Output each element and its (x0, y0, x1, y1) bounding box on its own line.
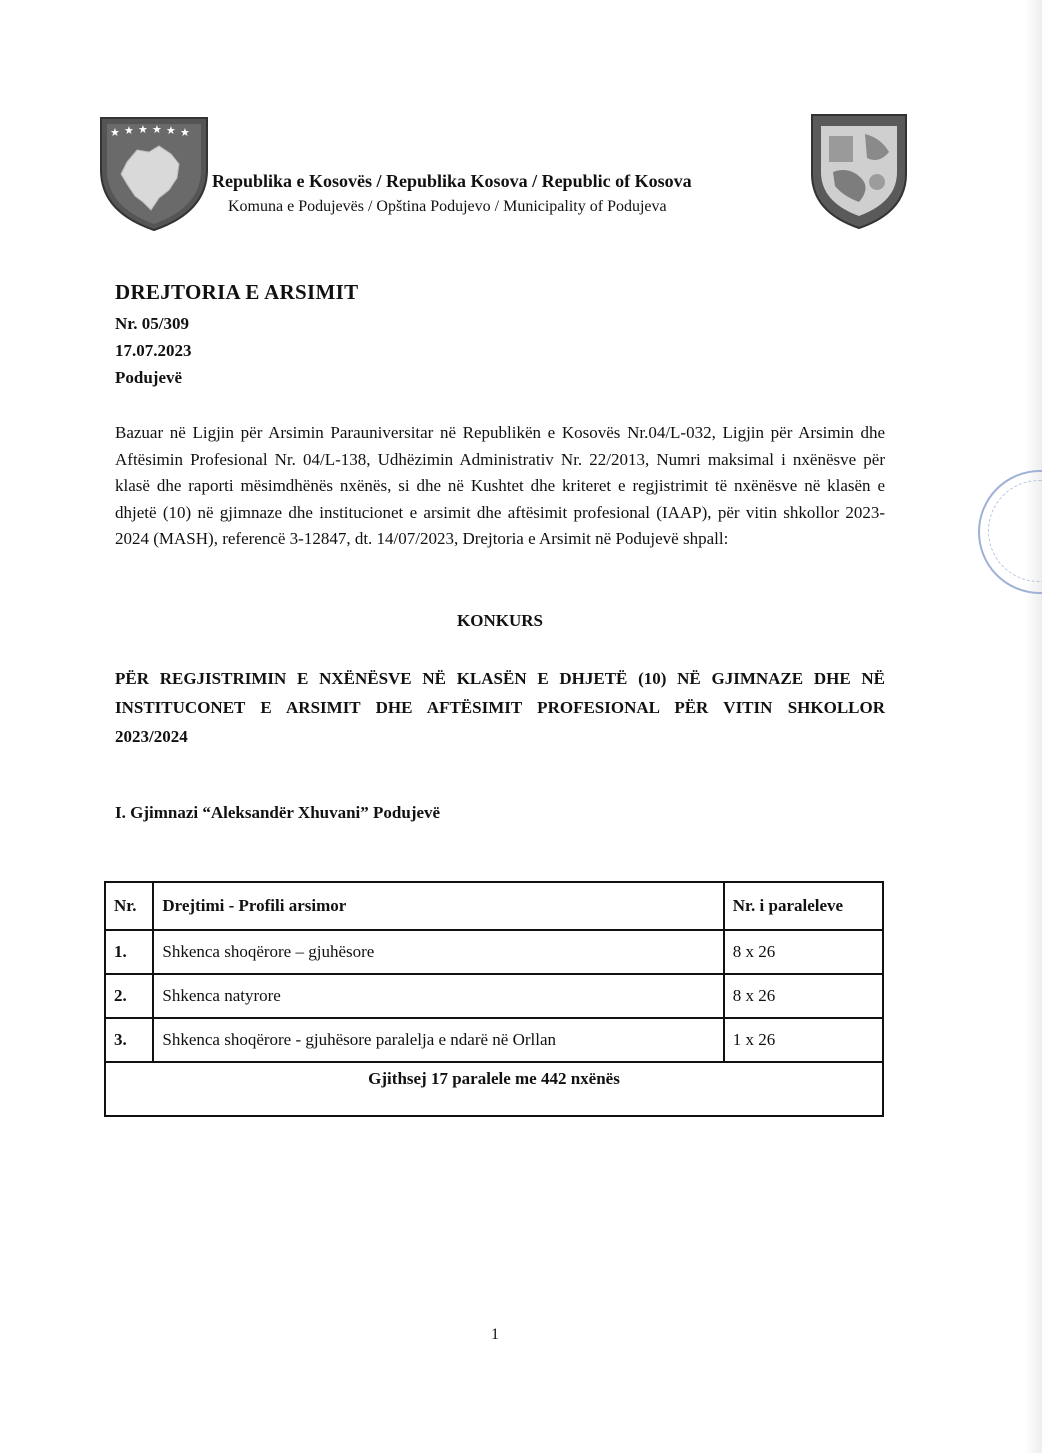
svg-text:★: ★ (180, 126, 190, 139)
row-profile: Shkenca shoqërore - gjuhësore paralelja e ndarë në Orllan (153, 1018, 723, 1062)
profiles-table (104, 881, 884, 1117)
document-place: Podujevë (115, 368, 183, 387)
header-profile: Drejtimi - Profili arsimor (153, 882, 723, 930)
svg-text:★: ★ (152, 123, 162, 136)
svg-text:★: ★ (166, 124, 176, 137)
row-nr: 3. (105, 1018, 153, 1062)
table-row (105, 974, 883, 1018)
svg-text:★: ★ (110, 126, 120, 139)
konkurs-subtitle: PËR REGJISTRIMIN E NXËNËSVE NË KLASËN E DHJETË (10) NË GJIMNAZE DHE NË INSTITUCONET E ARSIMIT DHE AFTËSIMIT PROFESIONAL PËR VITIN SHKOLLOR 2023/2024 (115, 669, 885, 746)
svg-text:★: ★ (138, 123, 148, 136)
intro-paragraph: Bazuar në Ligjin për Arsimin Parauniversitar në Republikën e Kosovës Nr.04/L-032, Ligjin për Arsimin dhe Aftësimin Profesional Nr. 04/L-138, Udhëzimin Administrativ Nr. 22/2013, Numri maksimal i nxënësve për klasë dhe raporti mësimdhënës nxënës, si dhe në Kushtet dhe kriteret e regjistrimit të nxënësve në klasën e dhjetë (10) në gjimnaze dhe institucionet e arsimit dhe aftësimit profesional (IAAP), për vitin shkollor 2023-2024 (MASH), referencë 3-12847, dt. 14/07/2023, Drejtoria e Arsimit në Podujevë shpall: (115, 423, 885, 548)
header-nr: Nr. (105, 882, 153, 930)
header-country-line: Republika e Kosovës / Republika Kosova / Republic of Kosova (212, 171, 692, 191)
document-date: 17.07.2023 (115, 341, 192, 360)
header-municipality-line: Komuna e Podujevës / Opština Podujevo / Municipality of Podujeva (228, 198, 667, 215)
podujeva-coat-of-arms-icon (809, 112, 909, 230)
document-number: Nr. 05/309 (115, 314, 189, 333)
table-total-row (105, 1062, 883, 1116)
row-classes: 1 x 26 (724, 1018, 883, 1062)
svg-text:★: ★ (124, 124, 134, 137)
section-heading: I. Gjimnazi “Aleksandër Xhuvani” Podujevë (115, 803, 441, 822)
directorate-title: DREJTORIA E ARSIMIT (115, 280, 359, 304)
table-header-row (105, 882, 883, 930)
table-row (105, 930, 883, 974)
header-classes: Nr. i paraleleve (724, 882, 883, 930)
table-total: Gjithsej 17 paralele me 442 nxënës (105, 1062, 883, 1116)
row-nr: 1. (105, 930, 153, 974)
row-classes: 8 x 26 (724, 974, 883, 1018)
row-classes: 8 x 26 (724, 930, 883, 974)
table-row (105, 1018, 883, 1062)
row-profile: Shkenca natyrore (153, 974, 723, 1018)
page-number: 1 (491, 1326, 499, 1343)
konkurs-title: KONKURS (457, 611, 543, 630)
page-edge-shade (1024, 0, 1042, 1453)
row-nr: 2. (105, 974, 153, 1018)
kosovo-emblem-icon (97, 112, 211, 232)
row-profile: Shkenca shoqërore – gjuhësore (153, 930, 723, 974)
